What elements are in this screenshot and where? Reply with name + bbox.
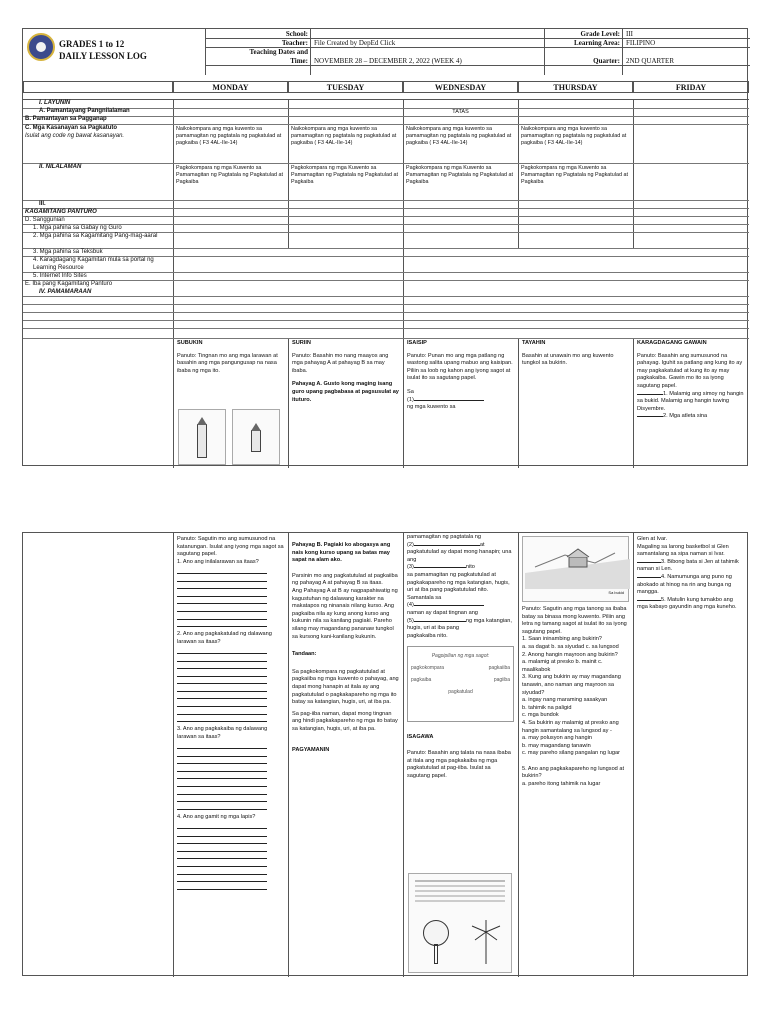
tayahin-item-5: 3. Kung ang bukirin ay may magandang tanawin, ano naman ang mayroon sa siyudad?	[522, 674, 621, 696]
pencil-icon	[251, 430, 261, 452]
tayahin-item-6: a. ingay nang maraming sasakyan	[522, 697, 608, 704]
nilalaman-wednesday: Pagkokompara ng mga Kuwento sa Pamamagitan ng Pagtatala ng Pagkatulad at Pagkaiba	[406, 165, 513, 185]
tandaan-p2: Sa pag-iiba naman, dapat mong tingnan ang hindi pagkakapareho ng mga ito batay sa katangian, hugis, uri, at iba pa.	[292, 710, 398, 732]
subukin-title: SUBUKIN	[177, 340, 203, 346]
karagdagang-gawain-cell	[634, 339, 748, 467]
karagdagang-p2-5: 5. Matulin kung tumakbo ang mga kabayo gayundin ang mga kuneho.	[637, 596, 737, 611]
tayahin-item-14: a. pareho itong tahimik na lugar	[522, 781, 601, 788]
question-4: 4. Ano ang gamit ng mga lapis?	[177, 813, 256, 820]
karagdagang-p2-4: 4. Namumunga ang puno ng abokado at hinog na rin ang bunga ng mangga.	[637, 573, 732, 596]
isaisip-instructions: Panuto: Punan mo ang mga patlang ng wastong salita upang mabuo ang kaisipan. Piliin sa loob ng kahon ang iyong sagot at isulat ito sa sagutang papel.	[407, 352, 513, 382]
bukid-caption: Sa bukid	[608, 590, 624, 595]
row-iba-pang-kagamitan: E. Iba pang Kagamitang Panturo	[25, 281, 113, 287]
karagdagang-item-1: 1. Malamig ang simoy ng hangin sa bukid. Malamig ang hangin tuwing Disyembre.	[637, 390, 744, 412]
isagawa-instructions: Panuto: Basahin ang talata na nasa ibaba at itala ang mga pagkakaiba ng mga pagkatutulad at pag-iiba. Isulat sa sagutang papel.	[407, 749, 511, 779]
teacher-label: Teacher:	[281, 39, 308, 47]
suriin-pahayag-a: Pahayag A. Gusto kong maging isang guro upang pagbabasa at pagsusulat ay ituturo.	[292, 381, 399, 403]
school-label: School:	[285, 30, 308, 38]
tayahin-item-10: a. may polusyon ang hangin	[522, 735, 592, 742]
suriin-continued	[289, 541, 402, 975]
row-pamantayang-pangnilalaman: A. Pamantayang Pangnilalaman	[39, 108, 130, 114]
tayahin-instructions: Basahin at unawain mo ang kuwento tungkol sa bukirin.	[522, 352, 614, 367]
tree-icon	[423, 920, 449, 946]
row-internet-info-sites: 5. Internet Info Sites	[33, 273, 87, 279]
isaisip-kwento: ng mga kuwento sa	[407, 404, 456, 411]
tandaan-p1: Sa pagkokompara ng pagkatutulad at pagkaiiba ng mga kuwento o pahayag, ang dapat mong hanapin at itala ay ang pagkatutulad o pagkakapareho ng mga ito batay sa katangian, hugis, uri, at iba pa.	[292, 668, 399, 706]
karagdagang-p2-3: 3. Bibong bata si Jen at tahimik naman si Len.	[637, 558, 739, 573]
suriin-pahayag-b: Pahayag B. Pagiaki ko abogasya ang nais kong kurso upang sa batas may sapat na alam ako.	[292, 542, 391, 564]
grade-level-label: Grade Level:	[580, 30, 620, 38]
tayahin-item-8: c. mga bundok	[522, 712, 559, 719]
isaisip-continued	[404, 533, 517, 977]
day-thursday: THURSDAY	[518, 81, 633, 93]
tayahin-q-intro: Panuto: Sagutin ang mga tanong sa ibaba batay sa binasa mong kuwento. Piliin ang letra ng tamang sagot at isulat ito sa iyong sagutang papel.	[522, 606, 627, 635]
tatas-label: TATAS	[452, 109, 469, 115]
choice-1: pagkokompara	[411, 665, 445, 672]
isaisip-text-5: pagkakaiba nito.	[407, 632, 448, 639]
row-gabay-ng-guro: 1. Mga pahina sa Gabay ng Guro	[33, 225, 122, 231]
bukid-picture	[522, 536, 629, 602]
choice-5: pagkatulad	[448, 689, 473, 696]
day-friday: FRIDAY	[633, 81, 749, 93]
karagdagang-p2-1: Glen at Ivar.	[637, 536, 668, 542]
tayahin-continued	[519, 533, 632, 977]
quarter-value: 2ND QUARTER	[626, 57, 674, 65]
isagawa-passage-image	[408, 873, 512, 973]
isaisip-text-4: naman ay dapat tingnan ang	[407, 609, 478, 616]
subukin-instructions: Panuto: Tingnan mo ang mga larawan at basahin ang mga pangungusap na nasa ibaba ng mga ito.	[177, 352, 278, 374]
isaisip-blank-2: (2) at	[407, 541, 485, 548]
answer-choices-box	[407, 646, 514, 722]
row-teksbuk: 3. Mga pahina sa Teksbuk	[33, 249, 103, 255]
kasanayan-tuesday: Naikokompara ang mga kuwento sa pamamagitan ng pagtatala ng pagkatulad at pagkaiba ( F3 4AL-IIe-14)	[291, 126, 397, 146]
karagdagang-item-2: 2. Mga atleta sina	[637, 413, 745, 421]
isaisip-title: ISAISIP	[407, 340, 427, 346]
dates-label-2: Time:	[290, 57, 308, 65]
day-tuesday: TUESDAY	[288, 81, 403, 93]
isaisip-text-2: pagkatutulad ay dapat mong hanapin; una ang	[407, 549, 512, 563]
kasanayan-monday: Naikokompara ang mga kuwento sa pamamagitan ng pagtatala ng pagkatulad at pagkaiba ( F3 4AL-IIe-14)	[176, 126, 282, 146]
question-3: 3. Ano ang pagkakaiba ng dalawang larawan sa itaas?	[177, 726, 268, 740]
kasanayan-wednesday: Naikokompara ang mga kuwento sa pamamagitan ng pagtatala ng pagkatulad at pagkaiba ( F3 4AL-IIe-14)	[406, 126, 512, 146]
isaisip-blank-1: (1)	[407, 397, 514, 405]
dll-main-table	[23, 99, 749, 467]
tayahin-item-3: 2. Anong hangin mayroon ang bukirin?	[522, 651, 618, 658]
learning-area-value: FILIPINO	[626, 39, 656, 47]
isagawa-title: ISAGAWA	[407, 734, 434, 741]
tayahin-item-12: c. may pareho silang pangalan ng lugar	[522, 750, 620, 757]
dates-label-1: Teaching Dates and	[249, 48, 308, 56]
learning-area-label: Learning Area:	[574, 39, 620, 47]
row-mga-kasanayan: C. Mga Kasanayan sa Pagkatuto	[25, 125, 118, 131]
nilalaman-tuesday: Pagkokompara ng mga Kuwento sa Pamamagitan ng Pagtatala ng Pagkatulad at Pagkaiba	[291, 165, 398, 185]
day-monday: MONDAY	[173, 81, 288, 93]
tayahin-item-9: 4. Sa bukirin ay malamig at presko ang hangin samantalang sa lungsod ay -	[522, 719, 619, 734]
grade-level-value: III	[626, 30, 633, 38]
dates-value: NOVEMBER 28 – DECEMBER 2, 2022 (WEEK 4)	[314, 57, 462, 65]
palm-tree-icon	[469, 918, 503, 966]
row-pamamaraan: IV. PAMAMARAAN	[39, 289, 92, 295]
question-2: 2. Ano ang pagkakatulad ng dalawang larawan sa itaas?	[177, 631, 272, 645]
row-sanggunian: D. Sanggunian	[25, 217, 65, 223]
tayahin-item-4: a. malamig at presko b. mainit c. maalikabok	[522, 659, 603, 673]
nilalaman-monday: Pagkokompara ng mga Kuwento sa Pamamagitan ng Pagtatala ng Pagkatulad at Pagkaiba	[176, 165, 283, 185]
subukin-cell	[174, 339, 287, 467]
pencil-image-1	[178, 409, 226, 465]
dll-title-line1: GRADES 1 to 12	[59, 39, 125, 49]
teacher-value: File Created by DepEd Click	[314, 39, 396, 47]
kasanayan-thursday: Naikokompara ang mga kuwento sa pamamagitan ng pagtatala ng pagkatulad at pagkaiba ( F3 4AL-IIe-14)	[521, 126, 627, 146]
karagdagang-continued	[634, 535, 748, 975]
header-info-table	[205, 29, 749, 75]
row-kagamitang-panturo: KAGAMITANG PANTURO	[25, 209, 97, 215]
choice-3: pagkaiba	[411, 677, 432, 684]
deped-seal-icon	[27, 33, 55, 61]
day-header-blank	[23, 81, 173, 93]
pagyamanin-title: PAGYAMANIN	[292, 747, 330, 754]
row-isulat-code: Isulat ang code ng bawat kasanayan.	[25, 133, 125, 139]
subukin-questions	[174, 535, 287, 975]
isaisip-blank-3: (3) nito	[407, 564, 475, 571]
suriin-paghambing: Parsinin mo ang pagkatutulad at pagkaiiba ng pahayag A at pahayag B sa itaas.	[292, 572, 398, 587]
question-1: 1. Ano ang inilalarawan sa itaas?	[177, 558, 259, 565]
isaisip-text-3: sa pamamagitan ng pagkatutulad at pagkakapareho ng mga katangian, hugis, uri at iba pang pagkatutulad nito. Samantala sa	[407, 571, 510, 601]
isaisip-blank-4: (4)	[407, 602, 514, 610]
row-iii: III.	[39, 201, 46, 207]
suriin-cell	[289, 339, 402, 467]
tayahin-item-13: 5. Ano ang pagkakapareho ng lungsod at bukirin?	[522, 765, 625, 780]
suriin-title: SURIIN	[292, 340, 311, 346]
tree-trunk	[434, 944, 438, 964]
choice-2: pagkaiiba	[488, 665, 510, 672]
choice-4: pagiiba	[493, 677, 510, 684]
karagdagang-instructions: Panuto: Basahin ang sumusunod na pahayag. Iguhit sa patlang ang kung ito ay may pagkakatulad at kung ito ay may pagkakaiba. Gawin mo ito sa iyong sagutang papel.	[637, 352, 743, 389]
dll-page-1	[22, 28, 748, 466]
tayahin-cell	[519, 339, 632, 467]
bukid-illustration	[525, 539, 630, 589]
karagdagang-title: KARAGDAGANG GAWAIN	[637, 340, 707, 346]
karagdagang-p2-2: Magaling sa larong basketbol si Glen samantalang sa sipa naman si Ivar.	[637, 543, 729, 558]
row-karagdagang-kagamitan: 4. Karagdagang Kagamitan mula sa portal ng Learning Resource	[33, 257, 154, 271]
dll-page-2	[22, 532, 748, 976]
tayahin-item-1: 1. Saan ininambing ang bukirin?	[522, 636, 602, 643]
isaisip-cell	[404, 339, 517, 467]
isaisip-top: pamamagitan ng pagtatala ng	[407, 534, 482, 540]
pencil-icon	[197, 424, 207, 458]
tayahin-item-2: a. sa dagat b. sa siyudad c. sa lungsod	[522, 643, 619, 650]
tayahin-title: TAYAHIN	[522, 340, 546, 346]
row-nilalaman: II. NILALAMAN	[39, 164, 82, 170]
pencil-image-2	[232, 409, 280, 465]
day-wednesday: WEDNESDAY	[403, 81, 518, 93]
nilalaman-thursday: Pagkokompara ng mga Kuwento sa Pamamagitan ng Pagtatala ng Pagkatulad at Pagkaiba	[521, 165, 628, 185]
row-pamantayan-sa-pagganap: B. Pamantayan sa Pagganap	[25, 116, 107, 122]
tandaan-label: Tandaan:	[292, 651, 317, 658]
isaisip-blank-5: (5) ng mga katangian, hugis, uri at iba pang	[407, 617, 512, 632]
subukin-q-intro: Panuto: Sagutin mo ang sumusunod na katanungan. Isulat ang iyong mga sagot sa sagutang papel.	[177, 536, 284, 558]
isaisip-sa: Sa	[407, 388, 414, 395]
row-layunin: I. LAYUNIN	[39, 100, 71, 106]
quarter-label: Quarter:	[593, 57, 620, 65]
suriin-instructions: Panuto: Basahin mo nang maayos ang mga pahayag A at pahayag B sa may ibaba.	[292, 352, 389, 374]
tayahin-item-11: b. may magandang tanawin	[522, 742, 591, 749]
answer-choices-title: Pagpipilian ng mga sagot:	[431, 653, 490, 660]
suriin-paliwanag: Ang Pahayag A at B ay nagpapahiwatig ng kagustuhan ng dalawang karakter na makatapos ng ninanais nilang kurso. Ang pagkaiba nila ay kung anong kurso ang kukunin nila sa kanilang pagiaki. Pareho silang may magandang pananaw tungkol sa kursong kani-kanilang kukunin.	[292, 587, 398, 640]
dll-title-line2: DAILY LESSON LOG	[59, 51, 147, 61]
row-kagamitang-pang-mag-aaral: 2. Mga pahina sa Kagamitang Pang-mag-aaral	[33, 233, 158, 239]
tayahin-item-7: b. tahimik na paligid	[522, 704, 572, 711]
